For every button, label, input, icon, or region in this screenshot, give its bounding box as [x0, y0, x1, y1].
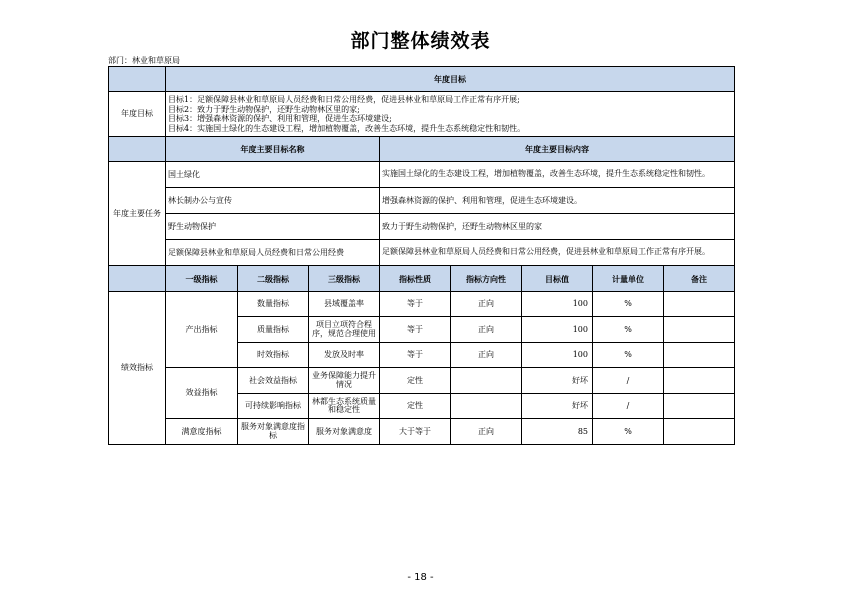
indicator-l2: 质量指标 — [238, 317, 309, 343]
task-name: 野生动物保护 — [166, 214, 380, 240]
indicator-target: 好坏 — [522, 394, 593, 419]
indicator-target: 100 — [522, 292, 593, 317]
indicator-direction: 正向 — [451, 292, 522, 317]
indicator-note — [664, 317, 735, 343]
indicator-unit: % — [593, 343, 664, 368]
page-title: 部门整体绩效表 — [350, 30, 491, 52]
indicator-l2: 数量指标 — [238, 292, 309, 317]
indicator-target: 好坏 — [522, 368, 593, 394]
indicator-unit: % — [593, 292, 664, 317]
indicators-label: 绩效指标 — [109, 292, 166, 445]
indicator-group-satisfaction: 满意度指标 — [166, 419, 238, 445]
task-content: 实施国土绿化的生态建设工程，增加植物覆盖，改善生态环境，提升生态系统稳定性和韧性。 — [380, 162, 735, 188]
indicator-direction: 正向 — [451, 317, 522, 343]
indicator-nature: 等于 — [380, 292, 451, 317]
task-name: 林长制办公与宣传 — [166, 188, 380, 214]
department-label: 部门：林业和草原局 — [108, 56, 180, 65]
indicator-unit: / — [593, 394, 664, 419]
task-name-header: 年度主要目标名称 — [166, 137, 380, 162]
goal-line: 目标3：增强森林资源的保护、利用和管理，促进生态环境建设; — [168, 114, 392, 123]
indicator-direction — [451, 394, 522, 419]
indicator-target: 100 — [522, 317, 593, 343]
indicator-l3: 发放及时率 — [309, 343, 380, 368]
indicator-note — [664, 394, 735, 419]
indicator-note — [664, 343, 735, 368]
col-header: 二级指标 — [238, 266, 309, 292]
annual-goal-header-row — [109, 67, 735, 92]
col-header: 指标方向性 — [451, 266, 522, 292]
indicator-nature: 等于 — [380, 343, 451, 368]
task-name: 足额保障县林业和草原局人员经费和日常公用经费 — [166, 240, 380, 266]
task-name: 国土绿化 — [166, 162, 380, 188]
indicator-l3: 服务对象满意度 — [309, 419, 380, 445]
indicator-direction: 正向 — [451, 419, 522, 445]
indicator-target: 85 — [522, 419, 593, 445]
annual-goal-text — [166, 92, 735, 137]
task-content: 致力于野生动物保护，还野生动物林区里的家 — [380, 214, 735, 240]
col-header: 计量单位 — [593, 266, 664, 292]
indicator-row — [109, 368, 735, 394]
task-row — [109, 188, 735, 214]
indicator-note — [664, 292, 735, 317]
indicator-l2: 社会效益指标 — [238, 368, 309, 394]
task-content: 足额保障县林业和草原局人员经费和日常公用经费，促进县林业和草原局工作正常有序开展。 — [380, 240, 735, 266]
task-content-header: 年度主要目标内容 — [380, 137, 735, 162]
performance-table — [108, 66, 735, 445]
indicator-nature: 等于 — [380, 317, 451, 343]
col-header: 指标性质 — [380, 266, 451, 292]
annual-goal-header: 年度目标 — [166, 67, 735, 92]
annual-goal-label: 年度目标 — [109, 92, 166, 137]
indicator-nature: 定性 — [380, 394, 451, 419]
indicator-nature: 大于等于 — [380, 419, 451, 445]
indicator-unit: % — [593, 419, 664, 445]
goal-line: 目标2：致力于野生动物保护，还野生动物林区里的家; — [168, 104, 360, 114]
tasks-header-row — [109, 137, 735, 162]
indicator-note — [664, 419, 735, 445]
indicator-l3: 林都生态系统质量和稳定性 — [309, 394, 380, 419]
col-header: 一级指标 — [166, 266, 238, 292]
indicator-l2: 时效指标 — [238, 343, 309, 368]
indicator-group-benefit: 效益指标 — [166, 368, 238, 419]
indicator-l2: 可持续影响指标 — [238, 394, 309, 419]
indicator-l3: 业务保障能力提升情况 — [309, 368, 380, 394]
indicator-note — [664, 368, 735, 394]
indicator-l3: 项目立项符合程序，规范合理使用 — [309, 317, 380, 343]
page-number: - 18 - — [407, 572, 434, 583]
indicator-l2: 服务对象满意度指标 — [238, 419, 309, 445]
indicators-header-row — [109, 266, 735, 292]
indicator-direction: 正向 — [451, 343, 522, 368]
indicator-l3: 县域覆盖率 — [309, 292, 380, 317]
indicator-nature: 定性 — [380, 368, 451, 394]
col-header: 备注 — [664, 266, 735, 292]
indicator-direction — [451, 368, 522, 394]
task-row — [109, 214, 735, 240]
indicator-unit: / — [593, 368, 664, 394]
tasks-label: 年度主要任务 — [109, 162, 166, 266]
task-row — [109, 240, 735, 266]
task-row — [109, 162, 735, 188]
col-header: 目标值 — [522, 266, 593, 292]
indicator-row — [109, 292, 735, 317]
goal-line: 目标1：足额保障县林业和草原局人员经费和日常公用经费，促进县林业和草原局工作正常有序开展; — [168, 95, 520, 104]
task-content: 增强森林资源的保护、利用和管理，促进生态环境建设。 — [380, 188, 735, 214]
col-header: 三级指标 — [309, 266, 380, 292]
indicator-target: 100 — [522, 343, 593, 368]
annual-goal-row — [109, 92, 735, 137]
indicator-group-output: 产出指标 — [166, 292, 238, 368]
indicator-row — [109, 419, 735, 445]
goal-line: 目标4：实施国土绿化的生态建设工程，增加植物覆盖，改善生态环境，提升生态系统稳定性和韧性。 — [168, 123, 526, 133]
indicator-unit: % — [593, 317, 664, 343]
